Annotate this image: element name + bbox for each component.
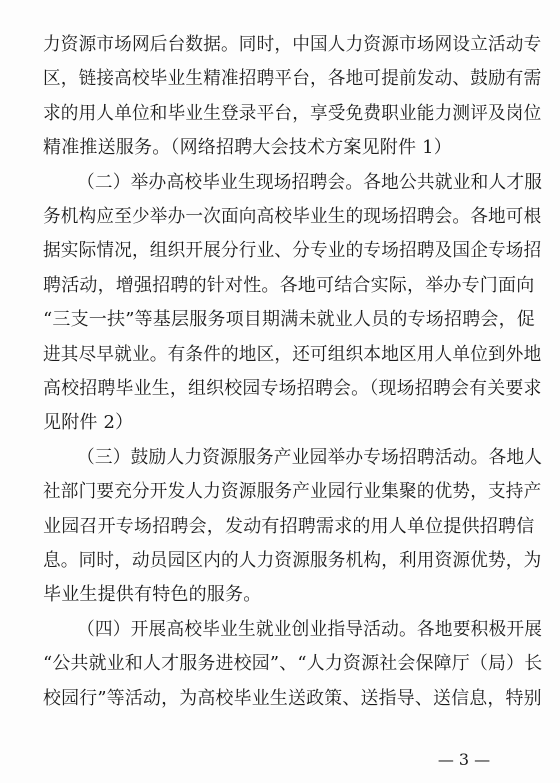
body-text-line: 业园召开专场招聘会，发动有招聘需求的用人单位提供招聘信: [43, 515, 535, 537]
body-text-line: 进其尽早就业。有条件的地区，还可组织本地区用人单位到外地: [43, 343, 542, 365]
section-heading-line: （二）举办高校毕业生现场招聘会。各地公共就业和人才服: [77, 171, 543, 193]
body-text-line: 毕业生提供有特色的服务。: [43, 584, 262, 606]
body-text-line: 据实际情况，组织开展分行业、分专业的专场招聘及国企专场招: [43, 240, 542, 262]
body-text-line: 社部门要充分开发人力资源服务产业园行业集聚的优势，支持产: [43, 481, 542, 503]
body-text-line: 息。同时，动员园区内的人力资源服务机构，利用资源优势，为: [43, 550, 542, 571]
body-text-line: 务机构应至少举办一次面向高校毕业生的现场招聘会。各地可根: [43, 206, 542, 227]
body-text-line: 见附件 2）: [43, 412, 134, 434]
body-text-line: 力资源市场网后台数据。同时，中国人力资源市场网设立活动专: [43, 34, 542, 55]
body-text-line: “三支一扶”等基层服务项目期满未就业人员的专场招聘会，促: [43, 309, 536, 331]
body-text-line: 求的用人单位和毕业生登录平台，享受免费职业能力测评及岗位: [43, 102, 542, 124]
body-text-line: 高校招聘毕业生，组织校园专场招聘会。（现场招聘会有关要求: [43, 378, 542, 399]
body-text-line: 区，链接高校毕业生精准招聘平台，各地可提前发动、鼓励有需: [43, 68, 542, 90]
section-heading-line: （三）鼓励人力资源服务产业园举办专场招聘活动。各地人: [77, 446, 543, 468]
section-heading-line: （四）开展高校毕业生就业创业指导活动。各地要积极开展: [77, 618, 543, 640]
page-number: — 3 —: [437, 750, 491, 769]
body-text-line: 校园行”等活动，为高校毕业生送政策、送指导、送信息，特别: [43, 687, 542, 709]
body-text-line: 聘活动，增强招聘的针对性。各地可结合实际，举办专门面向: [43, 274, 535, 296]
body-text-line: “公共就业和人才服务进校园”、“人力资源社会保障厅（局）长: [43, 653, 543, 675]
body-text-line: 精准推送服务。（网络招聘大会技术方案见附件 1）: [43, 137, 452, 159]
